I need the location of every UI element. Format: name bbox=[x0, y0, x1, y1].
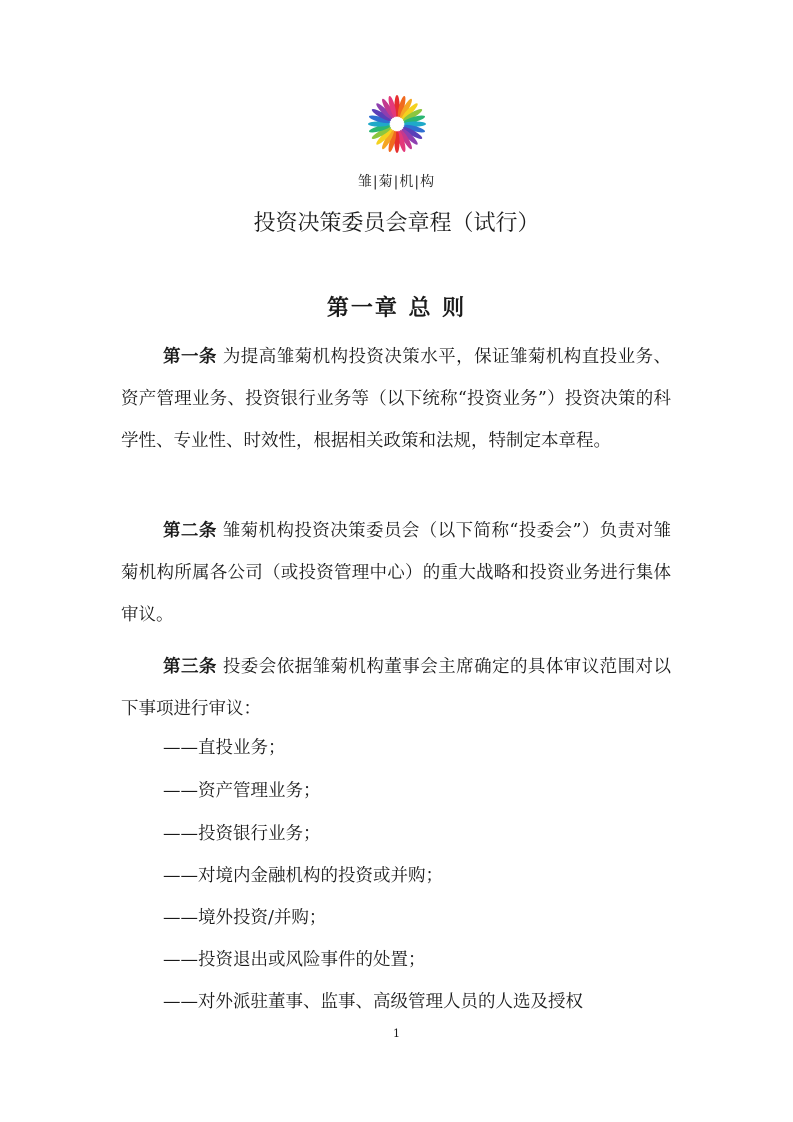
list-item: ——境外投资/并购； bbox=[163, 908, 327, 928]
list-item: ——投资银行业务； bbox=[163, 824, 321, 844]
page-number: 1 bbox=[393, 1027, 400, 1040]
list-item: ——投资退出或风险事件的处置； bbox=[163, 950, 426, 970]
brand-name: 雏|菊|机|构 bbox=[357, 174, 436, 190]
article-3-label: 第三条 bbox=[163, 657, 217, 677]
flower-logo-icon bbox=[366, 93, 428, 155]
list-item: ——资产管理业务； bbox=[163, 781, 321, 801]
article-1-text: 为提高雏菊机构投资决策水平，保证雏菊机构直投业务、资产管理业务、投资银行业务等（以下统称“投资业务”）投资决策的科学性、专业性、时效性，根据相关政策和法规，特制定本章程。 bbox=[121, 347, 672, 451]
article-2 bbox=[121, 510, 671, 636]
list-item: ——对外派驻董事、监事、高级管理人员的人选及授权 bbox=[163, 992, 583, 1012]
list-item: ——直投业务； bbox=[163, 738, 286, 758]
article-2-label: 第二条 bbox=[163, 521, 217, 541]
document-title: 投资决策委员会章程（试行） bbox=[253, 211, 540, 236]
article-2-text: 雏菊机构投资决策委员会（以下简称“投委会”）负责对雏菊机构所属各公司（或投资管理中心）的重大战略和投资业务进行集体审议。 bbox=[121, 521, 671, 625]
chapter-title: 第一章 总 则 bbox=[326, 296, 467, 321]
article-3-text: 投委会依据雏菊机构董事会主席确定的具体审议范围对以下事项进行审议： bbox=[121, 657, 672, 719]
article-1-label: 第一条 bbox=[163, 347, 217, 367]
article-3 bbox=[121, 646, 671, 730]
list-item: ——对境内金融机构的投资或并购； bbox=[163, 866, 443, 886]
article-1 bbox=[121, 336, 671, 462]
